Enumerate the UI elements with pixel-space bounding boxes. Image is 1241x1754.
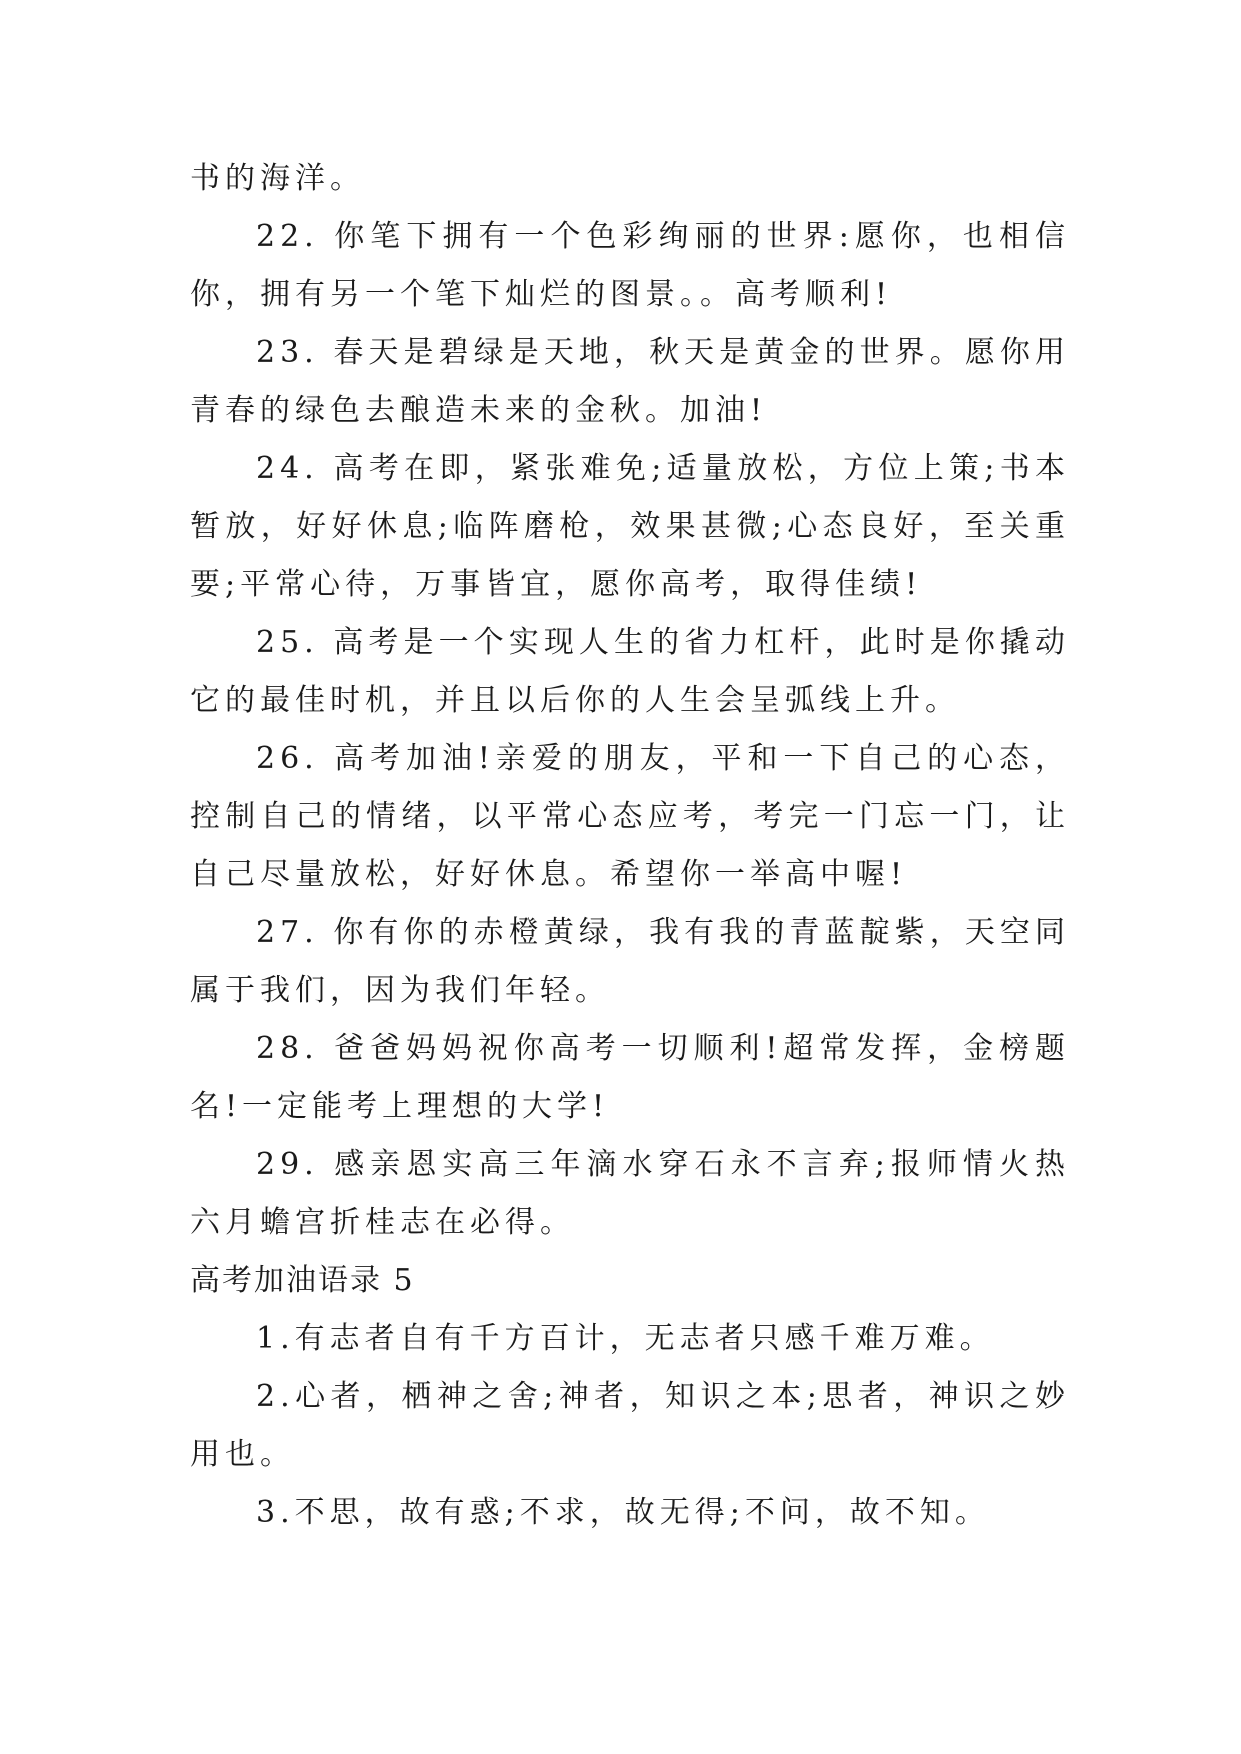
section-paragraph-2: 2.心者，栖神之舍;神者，知识之本;思者，神识之妙用也。 [190, 1379, 1070, 1472]
section-paragraph-1: 1.有志者自有千方百计，无志者只感千难万难。 [256, 1321, 995, 1356]
paragraph-item-23: 23. 春天是碧绿是天地，秋天是黄金的世界。愿你用青春的绿色去酿造未来的金秋。加油! [190, 335, 1070, 428]
paragraph-item-26: 26. 高考加油!亲爱的朋友，平和一下自己的心态，控制自己的情绪，以平常心态应考，考完一门忘一门，让自己尽量放松，好好休息。希望你一举高中喔! [190, 741, 1070, 892]
section-paragraph-3: 3.不思，故有惑;不求，故无得;不问，故不知。 [256, 1495, 990, 1530]
paragraph-item-29: 29. 感亲恩实高三年滴水穿石永不言弃;报师情火热六月蟾宫折桂志在必得。 [190, 1147, 1070, 1240]
section-heading: 高考加油语录 5 [190, 1263, 415, 1298]
paragraph-item-22: 22. 你笔下拥有一个色彩绚丽的世界:愿你，也相信你，拥有另一个笔下灿烂的图景。。高考顺利! [190, 219, 1070, 312]
paragraph-item-24: 24. 高考在即，紧张难免;适量放松，方位上策;书本暂放，好好休息;临阵磨枪，效果甚微;心态良好，至关重要;平常心待，万事皆宜，愿你高考，取得佳绩! [190, 451, 1070, 602]
paragraph-continuation: 书的海洋。 [190, 161, 365, 196]
text-column [190, 150, 1070, 1542]
paragraph-item-27: 27. 你有你的赤橙黄绿，我有我的青蓝靛紫，天空同属于我们，因为我们年轻。 [190, 915, 1070, 1008]
paragraph-item-28: 28. 爸爸妈妈祝你高考一切顺利!超常发挥，金榜题名!一定能考上理想的大学! [190, 1031, 1070, 1124]
paragraph-item-25: 25. 高考是一个实现人生的省力杠杆，此时是你撬动它的最佳时机，并且以后你的人生会呈弧线上升。 [190, 625, 1070, 718]
